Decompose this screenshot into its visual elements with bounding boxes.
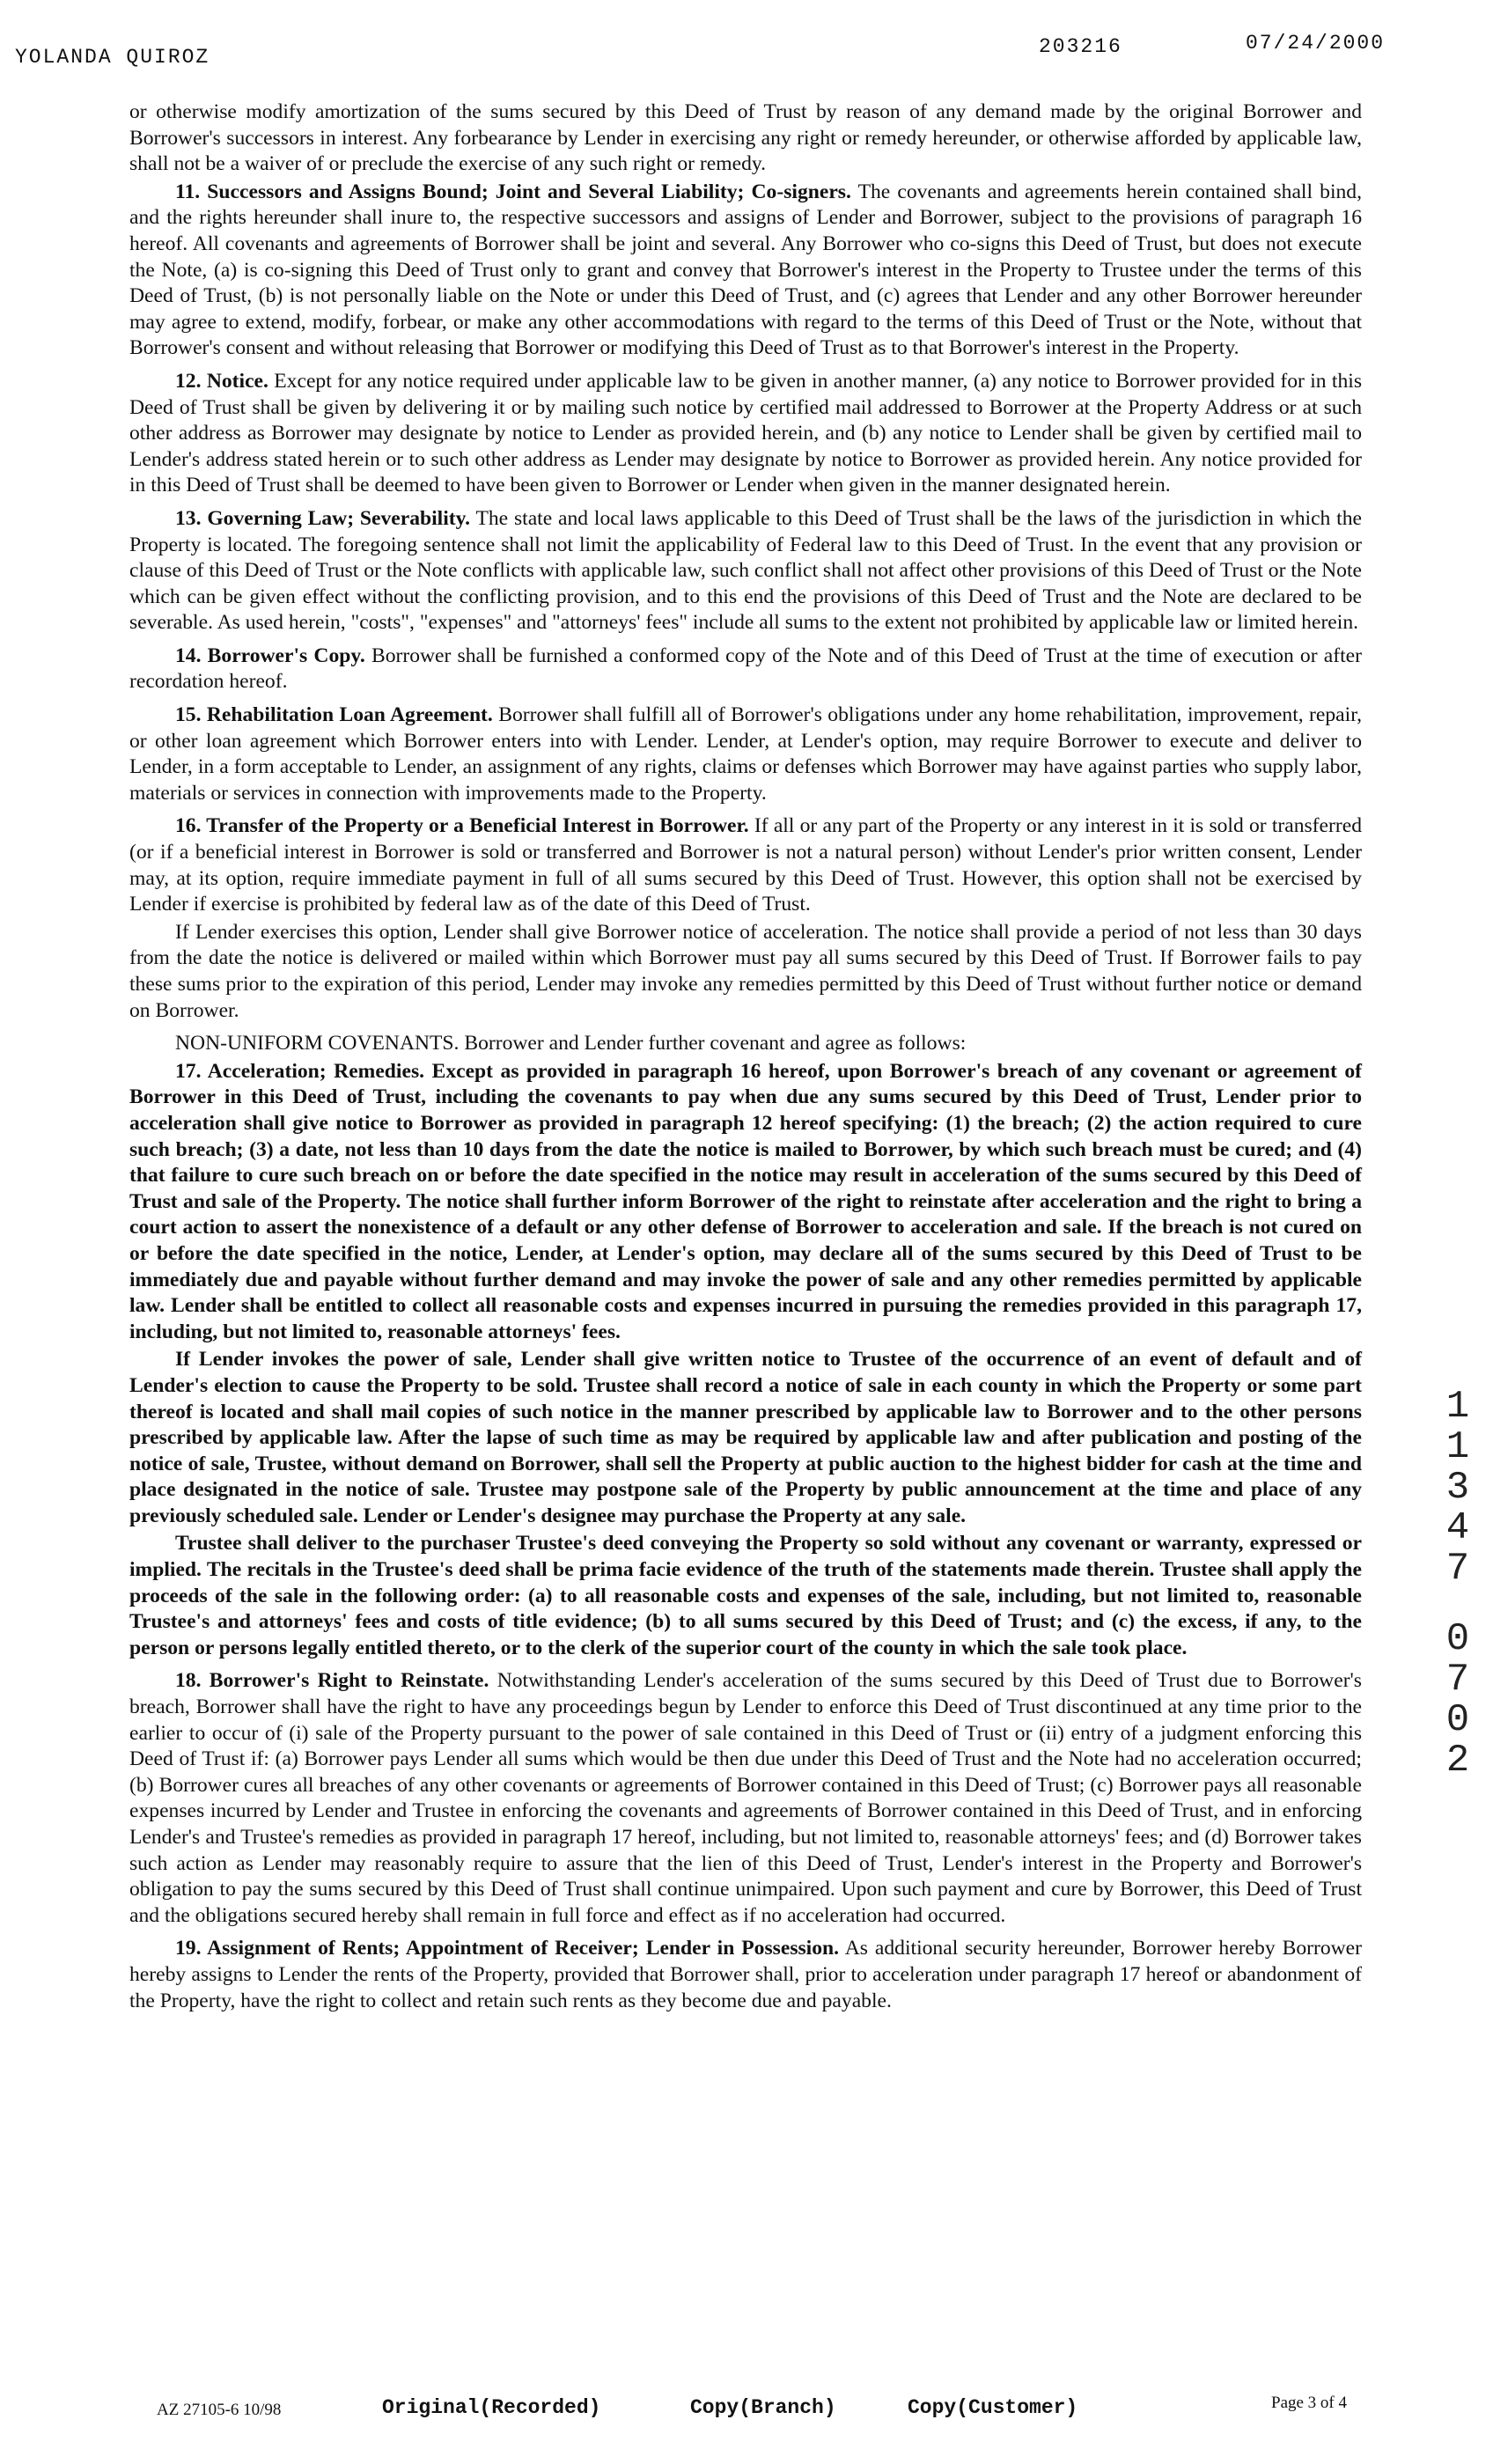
section-16-paragraph-2: If Lender exercises this option, Lender shall give Borrower notice of acceleration. The notice shall provide a period of not less than 30 days from the date the notice is delivered or mailed within which Borrower must pay all sums secured by this Deed of Trust. If Borrower fails to pay these sums prior to the expiration of this period, Lender may invoke any remedies permitted by this Deed of Trust without further notice or demand on Borrower.	[129, 920, 1362, 1022]
stamp-digit: 0	[1445, 1617, 1470, 1661]
section-title: 19. Assignment of Rents; Appointment of Receiver; Lender in Possession.	[175, 1937, 840, 1960]
section-17-paragraph-3: Trustee shall deliver to the purchaser Trustee's deed conveying the Property so sold without any covenant or warranty, expressed or implied. The recitals in the Trustee's deed shall be prima facie evidence of the truth of the statements made therein. Trustee shall apply the proceeds of the sale in the following order: (a) to all reasonable costs and expenses of the sale, including, but not limited to, reasonable Trustee's and attorneys' fees and costs of title evidence; (b) to all sums secured by this Deed of Trust; and (c) the excess, if any, to the person or persons legally entitled thereto, or to the clerk of the superior court of the county in which the sale took place.	[129, 1532, 1362, 1659]
section-title: 11. Successors and Assigns Bound; Joint and Several Liability; Co-signers.	[175, 180, 851, 203]
section-19: 19. Assignment of Rents; Appointment of Receiver; Lender in Possession. As additional security hereunder, Borrower hereby Borrower hereby assigns to Lender the rents of the Property, provided that Borrower shall, prior to acceleration under paragraph 17 hereof or abandonment of the Property, have the right to collect and retain such rents as they become due and payable.	[129, 1937, 1362, 2012]
footer-copy-branch: Copy(Branch)	[690, 2396, 836, 2419]
stamp-digit: 7	[1445, 1547, 1470, 1591]
section-15: 15. Rehabilitation Loan Agreement. Borrower shall fulfill all of Borrower's obligations under any home rehabilitation, improvement, repair, or other loan agreement which Borrower enters into with Lender. Lender, at Lender's option, may require Borrower to execute and deliver to Lender, in a form acceptable to Lender, an assignment of any rights, claims or defenses which Borrower may have against parties who supply labor, materials or services in connection with improvements made to the Property.	[129, 703, 1363, 805]
section-17: 17. Acceleration; Remedies. Except as provided in paragraph 16 hereof, upon Borrower's breach of any covenant or agreement of Borrower in this Deed of Trust, including the covenants to pay when due any sums secured by this Deed of Trust, Lender prior to acceleration shall give notice to Borrower as provided in paragraph 12 hereof specifying: (1) the breach; (2) the action required to cure such breach; (3) a date, not less than 10 days from the date the notice is mailed to Borrower, by which such breach must be cured; and (4) that failure to cure such breach on or before the date specified in the notice may result in acceleration of the sums secured by this Deed of Trust and sale of the Property. The notice shall further inform Borrower of the right to reinstate after acceleration and the right to bring a court action to assert the nonexistence of a default or any other defense of Borrower to acceleration and sale. If the breach is not cured on or before the date specified in the notice, Lender, at Lender's option, may declare all of the sums secured by this Deed of Trust to be immediately due and payable without further demand and may invoke the power of sale and any other remedies permitted by applicable law. Lender shall be entitled to collect all reasonable costs and expenses incurred in pursuing the remedies provided in this paragraph 17, including, but not limited to, reasonable attorneys' fees.	[129, 1059, 1363, 1343]
stamp-digit: 3	[1445, 1466, 1470, 1510]
section-18: 18. Borrower's Right to Reinstate. Notwithstanding Lender's acceleration of the sums secured by this Deed of Trust due to Borrower's breach, Borrower shall have the right to have any proceedings begun by Lender to enforce this Deed of Trust discontinued at any time prior to the earlier to occur of (i) sale of the Property pursuant to the power of sale contained in this Deed of Trust or (ii) entry of a judgment enforcing this Deed of Trust if: (a) Borrower pays Lender all sums which would be then due under this Deed of Trust and the Note had no acceleration occurred; (b) Borrower cures all breaches of any other covenants or agreements of Borrower contained in this Deed of Trust; (c) Borrower pays all reasonable expenses incurred by Lender and Trustee in enforcing the covenants and agreements of Borrower contained in this Deed of Trust, and in enforcing Lender's and Trustee's remedies as provided in paragraph 17 hereof, including, but not limited to, reasonable attorneys' fees; and (d) Borrower takes such action as Lender may reasonably require to assure that the lien of this Deed of Trust, Lender's interest in the Property and Borrower's obligation to pay the sums secured by this Deed of Trust shall continue unimpaired. Upon such payment and cure by Borrower, this Deed of Trust and the obligations secured hereby shall remain in full force and effect as if no acceleration had occurred.	[129, 1669, 1362, 1927]
stamp-digit: 4	[1445, 1506, 1470, 1550]
footer-page-number: Page 3 of 4	[1271, 2394, 1348, 2412]
stamp-digit: 0	[1445, 1698, 1470, 1742]
footer-original-recorded: Original(Recorded)	[382, 2396, 601, 2419]
document-body	[129, 99, 1362, 2021]
stamp-digit: 1	[1445, 1425, 1470, 1469]
section-14: 14. Borrower's Copy. Borrower shall be furnished a conformed copy of the Note and of this Deed of Trust at the time of execution or after recordation hereof.	[129, 644, 1362, 694]
footer-copy-customer: Copy(Customer)	[908, 2396, 1078, 2419]
header-date: 07/24/2000	[1246, 32, 1386, 55]
header-borrower-name: YOLANDA QUIROZ	[15, 46, 210, 69]
section-12: 12. Notice. Except for any notice required under applicable law to be given in another manner, (a) any notice to Borrower provided for in this Deed of Trust shall be given by delivering it or by mailing such notice by certified mail addressed to Borrower at the Property Address or at such other address as Borrower may designate by notice to Lender as provided herein, and (b) any notice to Lender shall be given by certified mail to Lender's address stated herein or to such other address as Lender may designate by notice to Borrower as provided herein. Any notice provided for in this Deed of Trust shall be deemed to have been given to Borrower or Lender when given in the manner designated herein.	[129, 369, 1362, 497]
section-11: 11. Successors and Assigns Bound; Joint and Several Liability; Co-signers. The covenants and agreements herein contained shall bind, and the rights hereunder shall inure to, the respective successors and assigns of Lender and Borrower, subject to the provisions of paragraph 16 hereof. All covenants and agreements of Borrower shall be joint and several. Any Borrower who co-signs this Deed of Trust, but does not execute the Note, (a) is co-signing this Deed of Trust only to grant and convey that Borrower's interest in the Property to Trustee under the terms of this Deed of Trust, (b) is not personally liable on the Note or under this Deed of Trust, and (c) agrees that Lender and any other Borrower hereunder may agree to extend, modify, forbear, or make any other accommodations with regard to the terms of this Deed of Trust or the Note, without that Borrower's consent and without releasing that Borrower or modifying this Deed of Trust as to that Borrower's interest in the Property.	[129, 180, 1362, 360]
footer-form-number: AZ 27105-6 10/98	[157, 2401, 282, 2419]
section-title: 17. Acceleration; Remedies.	[175, 1059, 425, 1083]
section-title: 12. Notice.	[175, 369, 268, 393]
section-17-paragraph-2: If Lender invokes the power of sale, Lender shall give written notice to Trustee of the occurrence of an event of default and of Lender's election to cause the Property to be sold. Trustee shall record a notice of sale in each county in which the Property or some part thereof is located and shall mail copies of such notice in the manner prescribed by applicable law to Borrower and to the other persons prescribed by applicable law. After the lapse of such time as may be required by applicable law and after publication and posting of the notice of sale, Trustee, without demand on Borrower, shall sell the Property at public auction to the highest bidder for cash at the time and place designated in the notice of sale. Trustee may postpone sale of the Property by public announcement at the time and place of any previously scheduled sale. Lender or Lender's designee may purchase the Property at any sale.	[129, 1348, 1362, 1527]
header-loan-number: 203216	[1039, 35, 1122, 58]
paragraph: or otherwise modify amortization of the sums secured by this Deed of Trust by reason of any demand made by the original Borrower and Borrower's successors in interest. Any forbearance by Lender in exercising any right or remedy hereunder, or otherwise afforded by applicable law, shall not be a waiver of or preclude the exercise of any such right or remedy.	[129, 100, 1362, 176]
stamp-digit: 1	[1445, 1385, 1470, 1429]
stamp-gap	[1442, 1589, 1474, 1619]
section-title: 14. Borrower's Copy.	[175, 644, 365, 667]
section-title: 18. Borrower's Right to Reinstate.	[175, 1669, 489, 1693]
side-recording-stamp	[1442, 1386, 1474, 1781]
non-uniform-covenants: NON-UNIFORM COVENANTS. Borrower and Lender further covenant and agree as follows:	[175, 1032, 967, 1055]
section-title: 13. Governing Law; Severability.	[175, 506, 471, 530]
stamp-digit: 2	[1445, 1739, 1470, 1783]
section-13: 13. Governing Law; Severability. The state and local laws applicable to this Deed of Trust shall be the laws of the jurisdiction in which the Property is located. The foregoing sentence shall not limit the applicability of Federal law to this Deed of Trust. In the event that any provision or clause of this Deed of Trust or the Note conflicts with applicable law, such conflict shall not affect other provisions of this Deed of Trust or the Note which can be given effect without the conflicting provision, and to this end the provisions of this Deed of Trust and the Note are declared to be severable. As used herein, "costs", "expenses" and "attorneys' fees" include all sums to the extent not prohibited by applicable law or limited herein.	[129, 506, 1362, 635]
section-title: 15. Rehabilitation Loan Agreement.	[175, 703, 493, 727]
section-title: 16. Transfer of the Property or a Beneficial Interest in Borrower.	[175, 814, 749, 838]
stamp-digit: 7	[1445, 1658, 1470, 1702]
section-16: 16. Transfer of the Property or a Beneficial Interest in Borrower. If all or any part of the Property or any interest in it is sold or transferred (or if a beneficial interest in Borrower is sold or transferred and Borrower is not a natural person) without Lender's prior written consent, Lender may, at its option, require immediate payment in full of all sums secured by this Deed of Trust. However, this option shall not be exercised by Lender if exercise is prohibited by federal law as of the date of this Deed of Trust.	[129, 814, 1362, 916]
